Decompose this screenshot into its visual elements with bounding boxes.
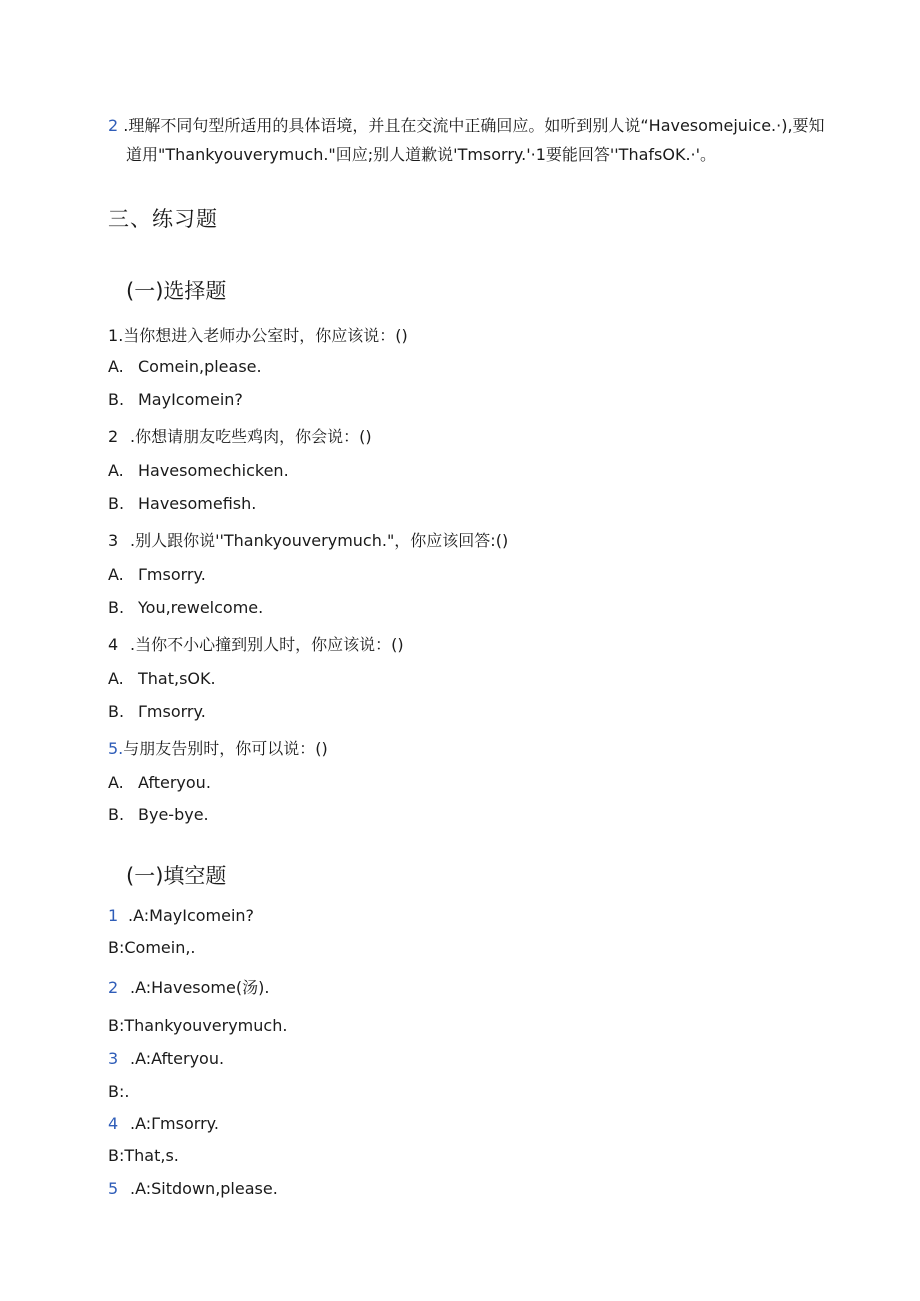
fill-a-text: .A:Havesome(汤).: [130, 978, 270, 997]
option-label: A.: [108, 357, 124, 376]
option-label: B.: [108, 805, 125, 824]
option-text: Havesomefish.: [138, 494, 257, 513]
intro-text-1: .理解不同句型所适用的具体语境，并且在交流中正确回应。如听到别人说“Havesomejuice.·),要知: [123, 116, 825, 135]
option-text: Γmsorry.: [138, 565, 206, 584]
option-text: Afteryou.: [138, 773, 211, 792]
option-text: MayIcomein?: [138, 390, 243, 409]
option-text: You,rewelcome.: [138, 598, 264, 617]
fill-item-2-a: [108, 975, 269, 998]
fill-item-3-b: B:.: [108, 1082, 130, 1101]
option-label: A.: [108, 773, 124, 792]
option-label: A.: [108, 461, 124, 480]
fill-item-4-b: B:That,s.: [108, 1146, 179, 1165]
intro-line-2: 道用"Thankyouverymuch."回应;别人道歉说'Tmsorry.'·1要能回答''ThafsOK.·'。: [126, 145, 717, 164]
question-text: .你想请朋友吃些鸡肉，你会说：(): [130, 427, 372, 446]
choice-option-4a: [108, 669, 216, 688]
option-text: Havesomechicken.: [138, 461, 289, 480]
choice-section-title: (一)选择题: [126, 279, 227, 303]
choice-question-1: [108, 323, 408, 346]
choice-option-3b: [108, 598, 263, 617]
fill-a-text: .A:MayIcomein?: [128, 906, 255, 925]
choice-question-2: [108, 424, 372, 447]
choice-option-1a: [108, 357, 262, 376]
fill-a-text: .A:Afteryou.: [130, 1049, 225, 1068]
option-label: B.: [108, 598, 125, 617]
intro-number: 2: [108, 116, 119, 135]
question-number: 2: [108, 427, 119, 446]
section-title: 三、练习题: [108, 207, 218, 231]
question-text: .当你不小心撞到别人时，你应该说：(): [130, 635, 404, 654]
option-label: A.: [108, 669, 124, 688]
question-text: .别人跟你说''Thankyouverymuch."，你应该回答:(): [130, 531, 509, 550]
question-text: 与朋友告别时，你可以说：(): [123, 739, 328, 758]
fill-item-2-b: B:Thankyouverymuch.: [108, 1016, 288, 1035]
fill-item-4-a: [108, 1114, 219, 1133]
fill-item-1-a: [108, 906, 254, 925]
choice-question-3: [108, 528, 508, 551]
option-label: B.: [108, 390, 125, 409]
choice-option-4b: [108, 702, 206, 721]
choice-option-2a: [108, 461, 289, 480]
question-number: 3: [108, 531, 119, 550]
choice-question-4: [108, 632, 404, 655]
fill-number: 1: [108, 906, 119, 925]
option-text: Γmsorry.: [138, 702, 206, 721]
fill-section-title: (一)填空题: [126, 864, 227, 888]
fill-number: 3: [108, 1049, 119, 1068]
fill-number: 2: [108, 978, 119, 997]
choice-option-1b: [108, 390, 243, 409]
option-label: B.: [108, 494, 125, 513]
choice-option-3a: [108, 565, 206, 584]
fill-number: 4: [108, 1114, 119, 1133]
question-number: 1: [108, 326, 119, 345]
option-text: That,sOK.: [138, 669, 216, 688]
option-label: A.: [108, 565, 124, 584]
question-number: 5.: [108, 739, 124, 758]
intro-line-1: [108, 113, 825, 136]
fill-a-text: .A:Sitdown,please.: [130, 1179, 278, 1198]
question-text: .当你想进入老师办公室时，你应该说：(): [118, 326, 408, 345]
fill-a-text: .A:Γmsorry.: [130, 1114, 219, 1133]
choice-question-5: [108, 736, 328, 759]
fill-number: 5: [108, 1179, 119, 1198]
question-number: 4: [108, 635, 119, 654]
option-text: Comein,please.: [138, 357, 262, 376]
option-text: Bye-bye.: [138, 805, 209, 824]
fill-item-5-a: [108, 1179, 278, 1198]
option-label: B.: [108, 702, 125, 721]
fill-item-3-a: [108, 1049, 224, 1068]
choice-option-5a: [108, 773, 211, 792]
fill-item-1-b: B:Comein,.: [108, 938, 196, 957]
choice-option-2b: [108, 494, 256, 513]
choice-option-5b: [108, 805, 209, 824]
